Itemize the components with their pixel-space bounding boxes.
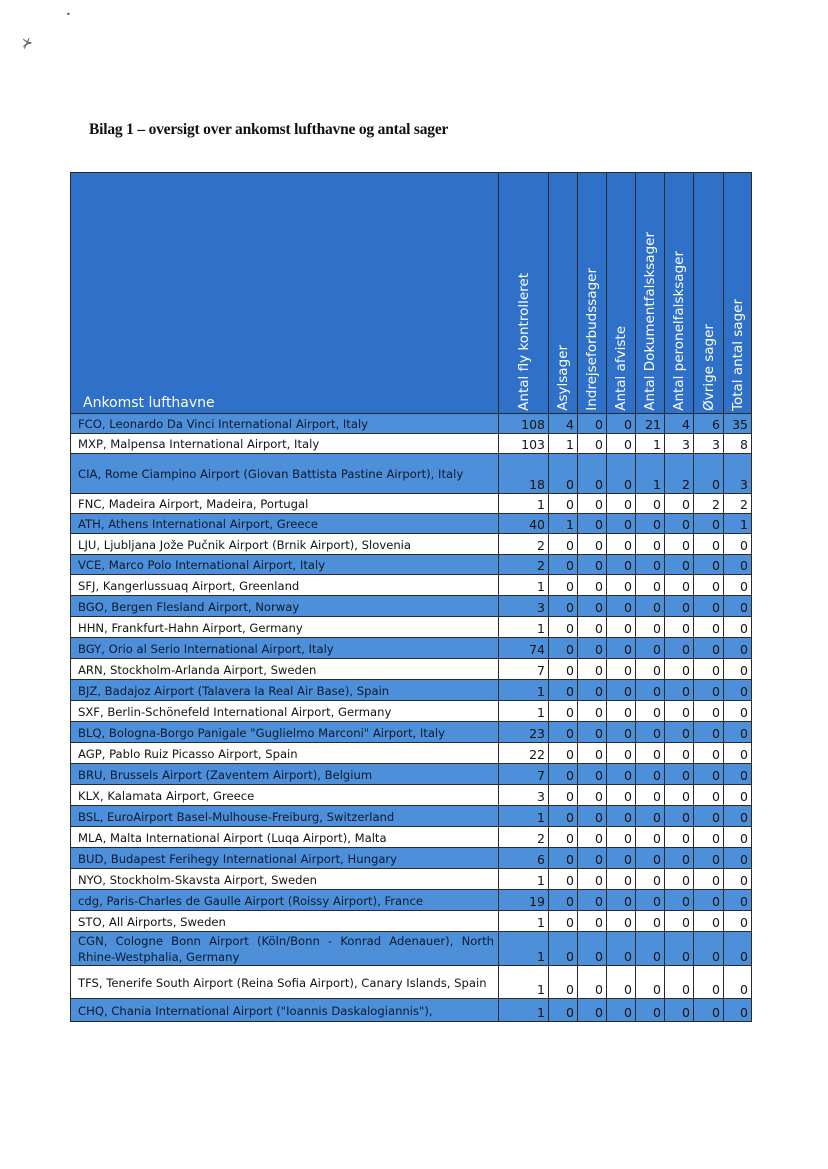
value-cell: 0 [607, 434, 636, 454]
value-cell: 0 [549, 701, 578, 722]
table-row [71, 932, 752, 966]
value-cell: 0 [578, 848, 607, 869]
value-cell: 40 [499, 514, 549, 534]
value-cell: 1 [499, 999, 549, 1022]
table-row [71, 575, 752, 596]
value-cell: 3 [724, 454, 752, 494]
value-cell: 0 [578, 617, 607, 638]
airport-name-cell: BJZ, Badajoz Airport (Talavera la Real Air Base), Spain [71, 680, 499, 701]
value-cell: 0 [607, 869, 636, 890]
value-cell: 0 [578, 827, 607, 848]
value-cell: 6 [694, 414, 724, 434]
airport-name-cell: LJU, Ljubljana Jože Pučnik Airport (Brnik Airport), Slovenia [71, 534, 499, 555]
value-cell: 0 [724, 785, 752, 806]
value-cell: 0 [665, 680, 694, 701]
column-header: Total antal sager [724, 173, 752, 414]
value-cell: 8 [724, 434, 752, 454]
value-cell: 0 [578, 414, 607, 434]
value-cell: 0 [607, 617, 636, 638]
value-cell: 0 [549, 806, 578, 827]
airport-name-cell: BSL, EuroAirport Basel-Mulhouse-Freiburg, Switzerland [71, 806, 499, 827]
value-cell: 0 [636, 638, 665, 659]
value-cell: 0 [694, 911, 724, 932]
column-header: Antal afviste [607, 173, 636, 414]
value-cell: 0 [636, 911, 665, 932]
value-cell: 18 [499, 454, 549, 494]
table-row [71, 534, 752, 555]
value-cell: 23 [499, 722, 549, 743]
table-row [71, 911, 752, 932]
table-row [71, 514, 752, 534]
value-cell: 0 [607, 785, 636, 806]
column-header: Antal Dokumentfalsksager [636, 173, 665, 414]
value-cell: 19 [499, 890, 549, 911]
value-cell: 0 [694, 743, 724, 764]
value-cell: 0 [636, 806, 665, 827]
value-cell: 0 [578, 659, 607, 680]
value-cell: 1 [549, 514, 578, 534]
airport-name-cell: BGO, Bergen Flesland Airport, Norway [71, 596, 499, 617]
value-cell: 0 [549, 785, 578, 806]
value-cell: 0 [724, 638, 752, 659]
value-cell: 0 [607, 494, 636, 514]
value-cell: 0 [549, 999, 578, 1022]
value-cell: 0 [636, 999, 665, 1022]
value-cell: 0 [665, 596, 694, 617]
value-cell: 4 [665, 414, 694, 434]
value-cell: 0 [694, 638, 724, 659]
value-cell: 0 [607, 514, 636, 534]
value-cell: 0 [636, 785, 665, 806]
value-cell: 0 [636, 534, 665, 555]
value-cell: 0 [724, 617, 752, 638]
airport-cases-table [70, 172, 752, 1022]
value-cell: 0 [607, 966, 636, 999]
value-cell: 7 [499, 659, 549, 680]
value-cell: 0 [578, 785, 607, 806]
value-cell: 0 [724, 680, 752, 701]
value-cell: 0 [665, 911, 694, 932]
value-cell: 0 [578, 596, 607, 617]
value-cell: 0 [607, 596, 636, 617]
airport-name-cell: AGP, Pablo Ruiz Picasso Airport, Spain [71, 743, 499, 764]
value-cell: 0 [607, 680, 636, 701]
table-row [71, 743, 752, 764]
value-cell: 0 [694, 701, 724, 722]
value-cell: 0 [607, 414, 636, 434]
value-cell: 0 [724, 764, 752, 785]
value-cell: 0 [665, 827, 694, 848]
scan-mark: ⊁ [22, 36, 33, 51]
value-cell: 3 [665, 434, 694, 454]
airport-name-cell: CIA, Rome Ciampino Airport (Giovan Battista Pastine Airport), Italy [71, 454, 499, 494]
value-cell: 0 [724, 722, 752, 743]
value-cell: 0 [607, 827, 636, 848]
value-cell: 0 [607, 743, 636, 764]
table-row [71, 827, 752, 848]
value-cell: 0 [549, 911, 578, 932]
value-cell: 22 [499, 743, 549, 764]
airport-name-cell: MLA, Malta International Airport (Luqa Airport), Malta [71, 827, 499, 848]
page-title: Bilag 1 – oversigt over ankomst lufthavne og antal sager [89, 121, 449, 138]
value-cell: 1 [499, 680, 549, 701]
table-row [71, 555, 752, 575]
value-cell: 0 [578, 806, 607, 827]
value-cell: 0 [665, 999, 694, 1022]
table-row [71, 848, 752, 869]
value-cell: 0 [607, 555, 636, 575]
value-cell: 1 [636, 434, 665, 454]
value-cell: 0 [665, 617, 694, 638]
value-cell: 0 [578, 575, 607, 596]
value-cell: 0 [665, 743, 694, 764]
value-cell: 0 [549, 869, 578, 890]
value-cell: 2 [499, 827, 549, 848]
airport-name-cell: MXP, Malpensa International Airport, Italy [71, 434, 499, 454]
value-cell: 0 [636, 555, 665, 575]
value-cell: 0 [578, 680, 607, 701]
airport-name-cell: SFJ, Kangerlussuaq Airport, Greenland [71, 575, 499, 596]
value-cell: 0 [665, 514, 694, 534]
table-row [71, 680, 752, 701]
value-cell: 0 [665, 932, 694, 966]
value-cell: 1 [499, 494, 549, 514]
value-cell: 0 [724, 932, 752, 966]
column-header: Øvrige sager [694, 173, 724, 414]
value-cell: 0 [694, 806, 724, 827]
airport-name-cell: BRU, Brussels Airport (Zaventem Airport), Belgium [71, 764, 499, 785]
value-cell: 0 [724, 701, 752, 722]
airport-name-cell: NYO, Stockholm-Skavsta Airport, Sweden [71, 869, 499, 890]
value-cell: 0 [694, 534, 724, 555]
value-cell: 0 [694, 722, 724, 743]
value-cell: 0 [636, 659, 665, 680]
value-cell: 0 [549, 534, 578, 555]
value-cell: 0 [549, 827, 578, 848]
value-cell: 21 [636, 414, 665, 434]
value-cell: 1 [499, 701, 549, 722]
value-cell: 0 [724, 848, 752, 869]
value-cell: 0 [636, 596, 665, 617]
value-cell: 2 [499, 555, 549, 575]
value-cell: 0 [578, 869, 607, 890]
value-cell: 0 [549, 494, 578, 514]
value-cell: 1 [724, 514, 752, 534]
value-cell: 0 [607, 701, 636, 722]
value-cell: 6 [499, 848, 549, 869]
value-cell: 0 [694, 617, 724, 638]
table-row [71, 764, 752, 785]
value-cell: 2 [665, 454, 694, 494]
value-cell: 0 [694, 999, 724, 1022]
value-cell: 0 [724, 999, 752, 1022]
value-cell: 2 [499, 534, 549, 555]
table-row [71, 414, 752, 434]
airport-name-cell: BLQ, Bologna-Borgo Panigale "Guglielmo Marconi" Airport, Italy [71, 722, 499, 743]
table-row [71, 966, 752, 999]
value-cell: 0 [578, 454, 607, 494]
value-cell: 0 [549, 966, 578, 999]
value-cell: 0 [694, 514, 724, 534]
value-cell: 0 [549, 848, 578, 869]
value-cell: 0 [636, 932, 665, 966]
table-row [71, 806, 752, 827]
value-cell: 0 [665, 806, 694, 827]
value-cell: 0 [636, 617, 665, 638]
value-cell: 0 [665, 494, 694, 514]
value-cell: 0 [607, 454, 636, 494]
value-cell: 0 [578, 890, 607, 911]
value-cell: 0 [724, 743, 752, 764]
column-header: Antal fly kontrolleret [499, 173, 549, 414]
value-cell: 0 [694, 848, 724, 869]
table-row [71, 869, 752, 890]
airport-name-cell: ARN, Stockholm-Arlanda Airport, Sweden [71, 659, 499, 680]
value-cell: 0 [724, 534, 752, 555]
value-cell: 0 [694, 764, 724, 785]
value-cell: 0 [724, 555, 752, 575]
value-cell: 0 [607, 806, 636, 827]
value-cell: 0 [665, 534, 694, 555]
value-cell: 3 [499, 785, 549, 806]
value-cell: 0 [636, 966, 665, 999]
value-cell: 35 [724, 414, 752, 434]
value-cell: 0 [578, 514, 607, 534]
value-cell: 0 [665, 785, 694, 806]
value-cell: 0 [578, 534, 607, 555]
value-cell: 0 [694, 869, 724, 890]
value-cell: 0 [636, 890, 665, 911]
value-cell: 0 [724, 890, 752, 911]
value-cell: 0 [549, 596, 578, 617]
value-cell: 0 [724, 659, 752, 680]
value-cell: 4 [549, 414, 578, 434]
value-cell: 0 [578, 555, 607, 575]
value-cell: 0 [665, 764, 694, 785]
airport-name-cell: STO, All Airports, Sweden [71, 911, 499, 932]
value-cell: 0 [665, 701, 694, 722]
airport-name-cell: CHQ, Chania International Airport ("Ioannis Daskalogiannis"), [71, 999, 499, 1022]
value-cell: 0 [578, 932, 607, 966]
value-cell: 1 [636, 454, 665, 494]
airport-name-cell: SXF, Berlin-Schönefeld International Airport, Germany [71, 701, 499, 722]
airport-name-cell: TFS, Tenerife South Airport (Reina Sofia Airport), Canary Islands, Spain [71, 966, 499, 999]
column-header: Antal peronelfalsksager [665, 173, 694, 414]
table-row [71, 890, 752, 911]
airport-column-header: Ankomst lufthavne [71, 173, 499, 414]
value-cell: 0 [694, 454, 724, 494]
value-cell: 0 [636, 827, 665, 848]
value-cell: 0 [578, 434, 607, 454]
value-cell: 108 [499, 414, 549, 434]
table-row [71, 701, 752, 722]
value-cell: 0 [607, 932, 636, 966]
value-cell: 0 [694, 555, 724, 575]
value-cell: 0 [607, 911, 636, 932]
header-row [71, 173, 752, 414]
value-cell: 0 [636, 701, 665, 722]
value-cell: 0 [694, 890, 724, 911]
airport-name-cell: CGN, Cologne Bonn Airport (Köln/Bonn - Konrad Adenauer), North Rhine-Westphalia, Germany [71, 932, 499, 966]
value-cell: 0 [724, 575, 752, 596]
value-cell: 0 [694, 785, 724, 806]
value-cell: 1 [549, 434, 578, 454]
value-cell: 1 [499, 575, 549, 596]
value-cell: 1 [499, 932, 549, 966]
value-cell: 0 [694, 932, 724, 966]
value-cell: 0 [578, 743, 607, 764]
value-cell: 0 [636, 514, 665, 534]
value-cell: 0 [694, 596, 724, 617]
table-row [71, 999, 752, 1022]
value-cell: 0 [549, 743, 578, 764]
value-cell: 0 [665, 638, 694, 659]
value-cell: 0 [724, 806, 752, 827]
value-cell: 0 [607, 722, 636, 743]
value-cell: 0 [665, 555, 694, 575]
value-cell: 7 [499, 764, 549, 785]
value-cell: 0 [636, 722, 665, 743]
value-cell: 0 [694, 659, 724, 680]
value-cell: 0 [607, 848, 636, 869]
value-cell: 0 [724, 911, 752, 932]
airport-name-cell: BGY, Orio al Serio International Airport, Italy [71, 638, 499, 659]
value-cell: 1 [499, 966, 549, 999]
value-cell: 0 [549, 659, 578, 680]
airport-name-cell: FNC, Madeira Airport, Madeira, Portugal [71, 494, 499, 514]
value-cell: 0 [607, 764, 636, 785]
airport-name-cell: ATH, Athens International Airport, Greece [71, 514, 499, 534]
airport-name-cell: VCE, Marco Polo International Airport, Italy [71, 555, 499, 575]
value-cell: 0 [607, 659, 636, 680]
table-row [71, 494, 752, 514]
value-cell: 0 [724, 596, 752, 617]
value-cell: 2 [694, 494, 724, 514]
value-cell: 0 [549, 680, 578, 701]
value-cell: 0 [578, 911, 607, 932]
value-cell: 0 [665, 575, 694, 596]
value-cell: 0 [607, 534, 636, 555]
value-cell: 0 [578, 494, 607, 514]
value-cell: 0 [636, 494, 665, 514]
value-cell: 0 [549, 555, 578, 575]
value-cell: 1 [499, 869, 549, 890]
column-header: Indrejseforbudssager [578, 173, 607, 414]
value-cell: 0 [665, 966, 694, 999]
value-cell: 0 [607, 890, 636, 911]
value-cell: 0 [665, 722, 694, 743]
value-cell: 0 [636, 743, 665, 764]
value-cell: 1 [499, 806, 549, 827]
value-cell: 0 [549, 722, 578, 743]
value-cell: 0 [549, 617, 578, 638]
value-cell: 0 [578, 638, 607, 659]
value-cell: 1 [499, 911, 549, 932]
airport-name-cell: cdg, Paris-Charles de Gaulle Airport (Roissy Airport), France [71, 890, 499, 911]
value-cell: 103 [499, 434, 549, 454]
value-cell: 0 [636, 764, 665, 785]
value-cell: 0 [607, 575, 636, 596]
value-cell: 74 [499, 638, 549, 659]
value-cell: 3 [694, 434, 724, 454]
table-row [71, 722, 752, 743]
value-cell: 3 [499, 596, 549, 617]
value-cell: 0 [636, 869, 665, 890]
airport-name-cell: HHN, Frankfurt-Hahn Airport, Germany [71, 617, 499, 638]
value-cell: 0 [607, 638, 636, 659]
value-cell: 0 [636, 575, 665, 596]
table-row [71, 617, 752, 638]
airport-name-cell: FCO, Leonardo Da Vinci International Airport, Italy [71, 414, 499, 434]
value-cell: 0 [578, 722, 607, 743]
value-cell: 0 [636, 848, 665, 869]
table-row [71, 454, 752, 494]
value-cell: 0 [665, 659, 694, 680]
value-cell: 0 [694, 966, 724, 999]
value-cell: 0 [636, 680, 665, 701]
table-row [71, 785, 752, 806]
value-cell: 0 [549, 638, 578, 659]
value-cell: 0 [549, 890, 578, 911]
value-cell: 0 [549, 932, 578, 966]
table-row [71, 638, 752, 659]
value-cell: 2 [724, 494, 752, 514]
value-cell: 0 [724, 869, 752, 890]
value-cell: 0 [607, 999, 636, 1022]
value-cell: 0 [578, 966, 607, 999]
value-cell: 0 [724, 966, 752, 999]
value-cell: 0 [578, 701, 607, 722]
table-row [71, 434, 752, 454]
value-cell: 0 [578, 764, 607, 785]
table-row [71, 596, 752, 617]
value-cell: 1 [499, 617, 549, 638]
value-cell: 0 [694, 827, 724, 848]
column-header: Asylsager [549, 173, 578, 414]
scan-speck: • [66, 10, 71, 19]
value-cell: 0 [549, 454, 578, 494]
value-cell: 0 [549, 764, 578, 785]
value-cell: 0 [549, 575, 578, 596]
value-cell: 0 [694, 575, 724, 596]
value-cell: 0 [724, 827, 752, 848]
value-cell: 0 [665, 890, 694, 911]
airport-name-cell: KLX, Kalamata Airport, Greece [71, 785, 499, 806]
table-row [71, 659, 752, 680]
value-cell: 0 [665, 869, 694, 890]
value-cell: 0 [665, 848, 694, 869]
airport-name-cell: BUD, Budapest Ferihegy International Airport, Hungary [71, 848, 499, 869]
value-cell: 0 [578, 999, 607, 1022]
value-cell: 0 [694, 680, 724, 701]
